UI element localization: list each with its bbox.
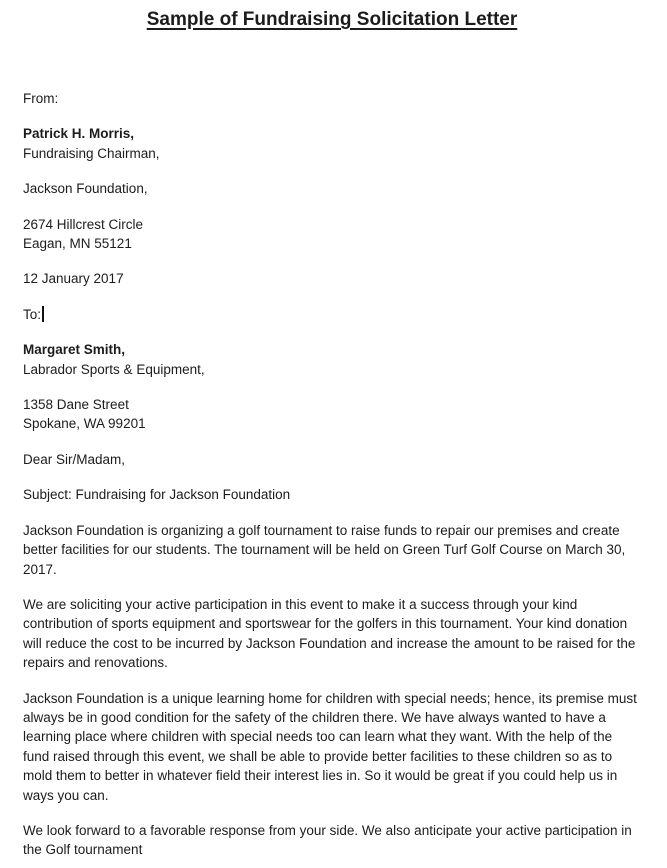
subject-line: Subject: Fundraising for Jackson Foundation	[23, 487, 291, 503]
recipient-organization: Labrador Sports & Equipment,	[23, 361, 205, 377]
salutation: Dear Sir/Madam,	[23, 451, 126, 467]
sender-role: Fundraising Chairman,	[23, 145, 160, 161]
letter-date: 12 January 2017	[23, 271, 124, 287]
body-paragraph: Jackson Foundation is organizing a golf tournament to raise funds to repair our premises and create better facilities for our students. The tournament will be held on Green Turf Golf Course on March 30, 2017.	[23, 522, 626, 577]
recipient-address-line1: 1358 Dane Street	[23, 397, 129, 413]
from-label: From:	[23, 91, 59, 106]
body-paragraph: We look forward to a favorable response from your side. We also anticipate your active participation in the Golf tournament	[23, 822, 632, 858]
sender-block	[23, 124, 641, 163]
sender-address-line2: Eagan, MN 55121	[23, 236, 132, 252]
sender-address	[23, 215, 641, 254]
body-paragraph: Jackson Foundation is a unique learning home for children with special needs; hence, its premise must always be in good condition for the safety of the children there. We have always wanted to have a learning place where children with special needs too can learn what they want. With the help of the fund raised through this event, we shall be able to provide better facilities to these children so as to mold them to better in whatever field their interest lies in. So it would be great if you could help us in ways you can.	[23, 690, 637, 803]
sender-organization: Jackson Foundation,	[23, 181, 148, 197]
recipient-name: Margaret Smith,	[23, 342, 126, 358]
to-line	[23, 305, 641, 324]
sender-name: Patrick H. Morris,	[23, 126, 135, 142]
recipient-block	[23, 340, 641, 379]
letter-title: Sample of Fundraising Solicitation Letter	[146, 9, 518, 30]
recipient-address	[23, 395, 641, 434]
text-cursor	[42, 306, 44, 322]
body-paragraph: We are soliciting your active participation in this event to make it a success through your kind contribution of sports equipment and sportswear for the golfers in this tournament. Your kind donation will reduce the cost to be incurred by Jackson Foundation and increase the amount to be raised for the repairs and renovations.	[23, 596, 636, 671]
to-label: To:	[23, 306, 42, 322]
recipient-address-line2: Spokane, WA 99201	[23, 416, 146, 432]
sender-address-line1: 2674 Hillcrest Circle	[23, 216, 144, 232]
